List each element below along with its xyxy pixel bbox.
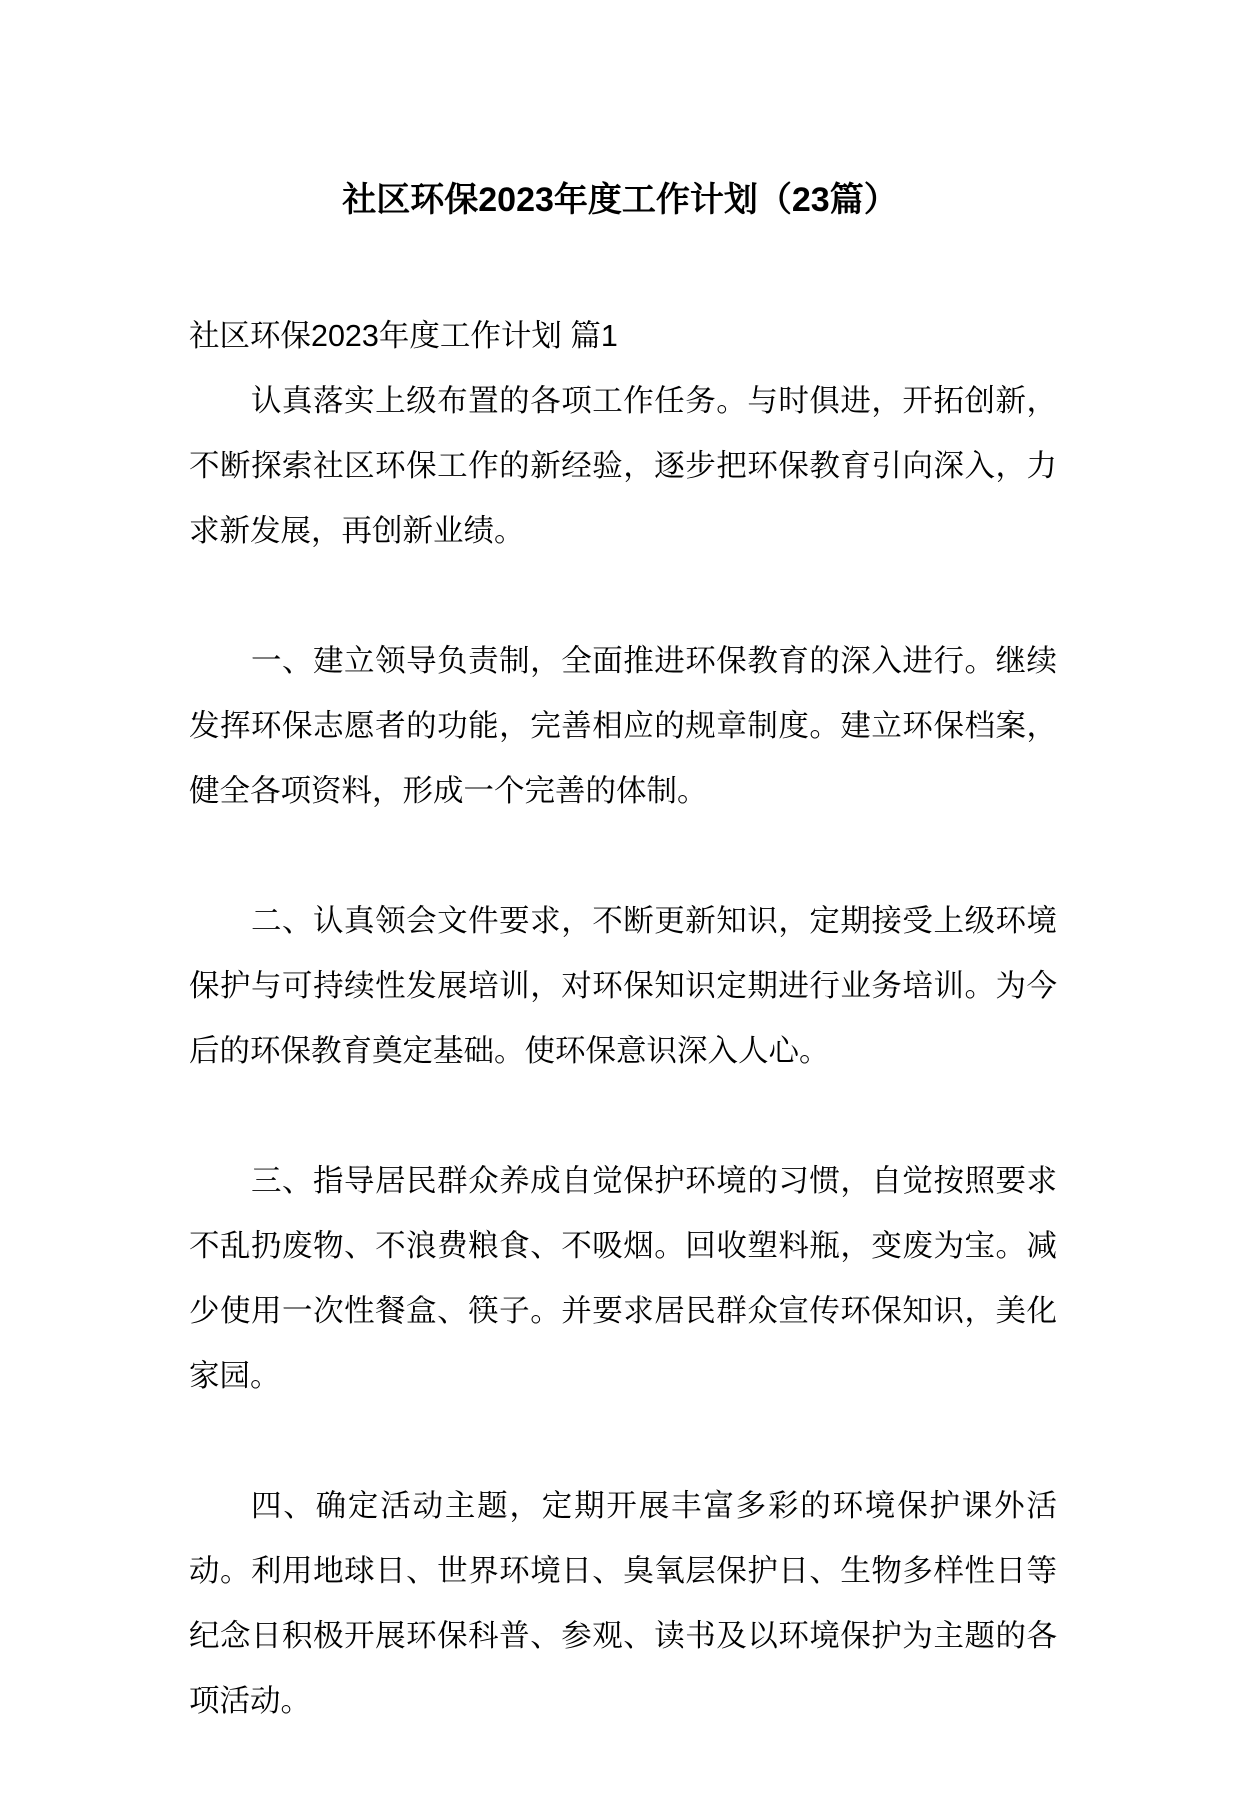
paragraph-1: 一、建立领导负责制，全面推进环保教育的深入进行。继续发挥环保志愿者的功能，完善相应的规章制度。建立环保档案，健全各项资料，形成一个完善的体制。 xyxy=(189,644,1057,808)
document-title: 社区环保2023年度工作计划（23篇） xyxy=(342,181,898,219)
section-heading: 社区环保2023年度工作计划 篇1 xyxy=(189,319,618,353)
paragraph-4: 四、确定活动主题，定期开展丰富多彩的环境保护课外活动。利用地球日、世界环境日、臭氧层保护日、生物多样性日等纪念日积极开展环保科普、参观、读书及以环境保护为主题的各项活动。 xyxy=(189,1489,1057,1718)
paragraph-3: 三、指导居民群众养成自觉保护环境的习惯，自觉按照要求不乱扔废物、不浪费粮食、不吸烟。回收塑料瓶，变废为宝。减少使用一次性餐盒、筷子。并要求居民群众宣传环保知识，美化家园。 xyxy=(189,1164,1057,1393)
paragraph-intro: 认真落实上级布置的各项工作任务。与时俱进，开拓创新，不断探索社区环保工作的新经验，逐步把环保教育引向深入，力求新发展，再创新业绩。 xyxy=(189,384,1057,548)
document-body xyxy=(189,304,1057,1799)
paragraph-2: 二、认真领会文件要求，不断更新知识，定期接受上级环境保护与可持续性发展培训，对环保知识定期进行业务培训。为今后的环保教育奠定基础。使环保意识深入人心。 xyxy=(189,904,1057,1068)
